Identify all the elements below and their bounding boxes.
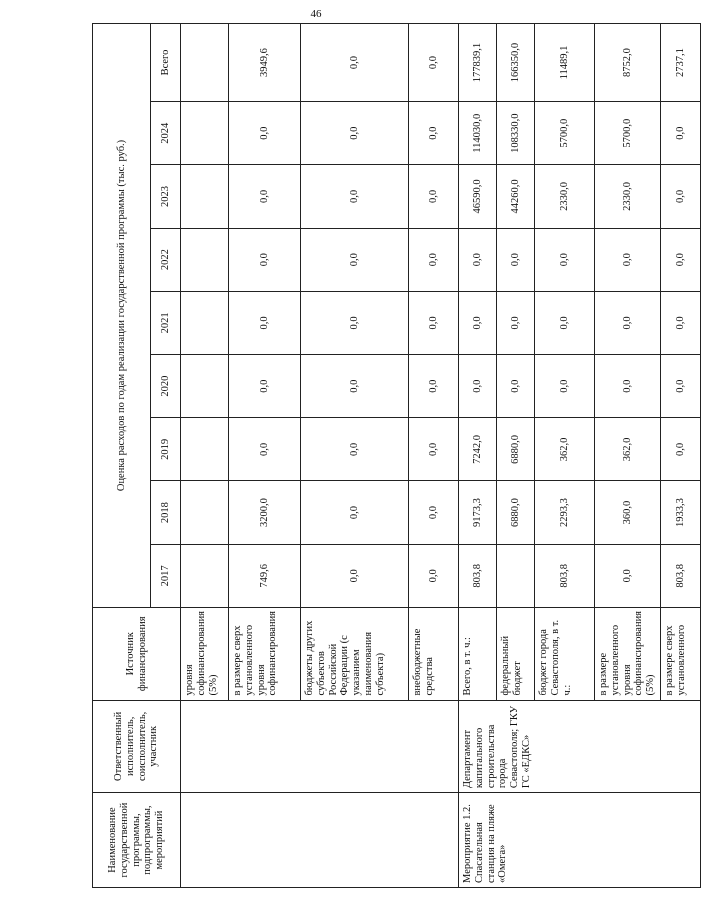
table-row [459,24,497,888]
row-value-cell: 0,0 [229,102,301,165]
page-number: 46 [310,8,322,20]
row-value-cell: 0,0 [229,165,301,228]
row-value-cell: 0,0 [301,165,409,228]
row-value-cell: 0,0 [459,355,497,418]
row-source-cell: Всего, в т. ч.: [459,607,497,700]
row-value-cell: 749,6 [229,544,301,607]
budget-table [92,23,701,888]
header-year: 2019 [151,418,181,481]
row-value-cell: 0,0 [661,355,701,418]
row-value-cell: 0,0 [409,228,459,291]
row-value-cell: 0,0 [459,228,497,291]
row-value-cell [181,481,229,544]
row-value-cell: 803,8 [535,544,595,607]
header-responsible: Ответственный исполнитель, соисполнитель, участник [93,700,181,793]
row-value-cell [181,228,229,291]
table-row [181,24,229,888]
row-value-cell [497,544,535,607]
row-value-cell: 0,0 [229,355,301,418]
row-total-cell: 0,0 [409,24,459,102]
row-value-cell: 0,0 [497,228,535,291]
row-source-cell: бюджет города Севастополя, в т. ч.: [535,607,595,700]
row-value-cell: 5700,0 [535,102,595,165]
row-value-cell: 0,0 [409,355,459,418]
row-value-cell: 0,0 [497,291,535,354]
row-value-cell: 0,0 [409,102,459,165]
row-value-cell: 1933,3 [661,481,701,544]
row-source-cell: уровня софинансирования (5%) [181,607,229,700]
row-value-cell [181,544,229,607]
row-value-cell: 0,0 [595,355,661,418]
row-value-cell: 0,0 [301,355,409,418]
row-value-cell: 3200,0 [229,481,301,544]
row-value-cell: 6880,0 [497,418,535,481]
row-value-cell: 0,0 [535,355,595,418]
row-value-cell: 803,8 [459,544,497,607]
row-value-cell: 0,0 [661,291,701,354]
row-value-cell: 0,0 [661,228,701,291]
row-value-cell: 0,0 [409,544,459,607]
rotated-table-wrapper [92,23,687,888]
row-value-cell: 803,8 [661,544,701,607]
row-value-cell [181,102,229,165]
header-year: 2017 [151,544,181,607]
row-value-cell: 0,0 [535,291,595,354]
row-value-cell: 0,0 [301,102,409,165]
row-value-cell: 0,0 [301,228,409,291]
row-total-cell: 166350,0 [497,24,535,102]
row-value-cell: 5700,0 [595,102,661,165]
row-total-cell: 8752,0 [595,24,661,102]
row-value-cell: 0,0 [229,418,301,481]
row-value-cell [181,165,229,228]
row-total-cell: 0,0 [301,24,409,102]
row-value-cell: 0,0 [497,355,535,418]
row-value-cell: 0,0 [301,481,409,544]
header-source: Источник финансирования [93,607,181,700]
row-name-cell: Мероприятие 1.2. Спасательная станция на пляже «Омега» [459,793,701,888]
row-value-cell: 6880,0 [497,481,535,544]
row-value-cell: 0,0 [595,544,661,607]
row-value-cell: 362,0 [535,418,595,481]
row-value-cell: 0,0 [595,291,661,354]
row-source-cell: федеральный бюджет [497,607,535,700]
row-value-cell: 7242,0 [459,418,497,481]
header-name: Наименование государственной программы, подпрограммы, мероприятий [93,793,181,888]
row-value-cell: 0,0 [409,418,459,481]
row-value-cell: 0,0 [229,291,301,354]
row-value-cell: 362,0 [595,418,661,481]
row-value-cell [181,291,229,354]
row-value-cell: 0,0 [459,291,497,354]
row-value-cell: 0,0 [409,291,459,354]
row-name-cell [181,793,459,888]
row-value-cell: 0,0 [301,291,409,354]
row-value-cell: 0,0 [301,418,409,481]
row-value-cell: 108330,0 [497,102,535,165]
row-value-cell: 0,0 [229,228,301,291]
row-value-cell: 0,0 [661,165,701,228]
row-total-cell: 3949,6 [229,24,301,102]
row-responsible-cell [181,700,459,793]
header-year: 2024 [151,102,181,165]
row-value-cell [181,418,229,481]
header-year: 2018 [151,481,181,544]
row-source-cell: в размере установленного уровня софинансирования (5%) [595,607,661,700]
row-value-cell: 2293,3 [535,481,595,544]
row-total-cell: 11489,1 [535,24,595,102]
row-total-cell: 2737,1 [661,24,701,102]
row-total-cell [181,24,229,102]
row-responsible-cell: Департамент капитального строительства города Севастополя; ГКУ ГС «ЕДКС» [459,700,701,793]
header-year: 2021 [151,291,181,354]
row-value-cell: 46590,0 [459,165,497,228]
row-value-cell: 360,0 [595,481,661,544]
row-value-cell: 0,0 [595,228,661,291]
row-value-cell: 2330,0 [535,165,595,228]
row-source-cell: в размере сверх установленного уровня софинансирования [229,607,301,700]
row-value-cell: 44260,0 [497,165,535,228]
row-value-cell: 114030,0 [459,102,497,165]
row-value-cell [181,355,229,418]
row-value-cell: 0,0 [409,481,459,544]
row-total-cell: 177839,1 [459,24,497,102]
header-year: Всего [151,24,181,102]
row-source-cell: в размере сверх установленного [661,607,701,700]
header-estimate: Оценка расходов по годам реализации государственной программы (тыс. руб.) [93,24,151,608]
row-value-cell: 0,0 [301,544,409,607]
header-year: 2022 [151,228,181,291]
header-year: 2023 [151,165,181,228]
row-value-cell: 0,0 [661,102,701,165]
header-year: 2020 [151,355,181,418]
row-source-cell: внебюджетные средства [409,607,459,700]
row-value-cell: 0,0 [661,418,701,481]
row-value-cell: 9173,3 [459,481,497,544]
row-source-cell: бюджеты других субъектов Российской Федерации (с указанием наименования субъекта) [301,607,409,700]
row-value-cell: 0,0 [535,228,595,291]
row-value-cell: 2330,0 [595,165,661,228]
row-value-cell: 0,0 [409,165,459,228]
